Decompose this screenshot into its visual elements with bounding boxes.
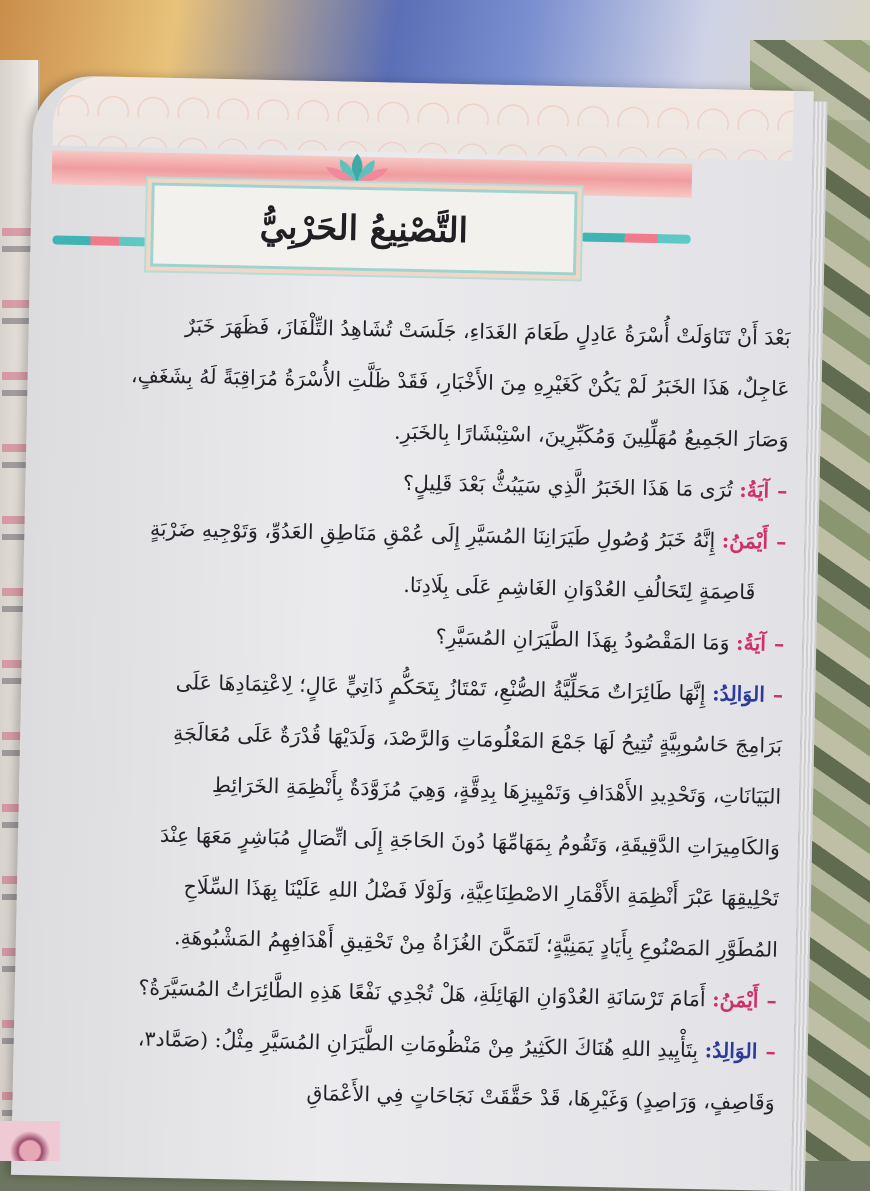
header-pattern	[53, 75, 794, 160]
line-text: وَصَارَ الجَمِيعُ مُهَلِّلِينَ وَمُكَبِّرِينَ، اسْتِبْشَارًا بِالخَبَرِ.	[393, 419, 789, 452]
dialogue-dash: –	[773, 631, 785, 656]
speaker-name: الوَالِدُ:	[704, 1038, 758, 1064]
line-text: تُرَى مَا هَذَا الخَبَرُ الَّذِي سَيَبُثُّ بَعْدَ قَلِيلٍ؟	[402, 470, 733, 502]
fabric-corner	[0, 1121, 60, 1161]
dialogue-dash: –	[765, 1039, 776, 1064]
line-text: بَرَامِجَ حَاسُوبِيَّةٍ تُتِيحُ لَهَا جَمْعَ المَعْلُومَاتِ وَالرَّصْدَ، وَلَدَيْهَا قُدْرَةٌ عَلَى مُعَالَجَةِ	[172, 721, 783, 758]
dialogue-dash: –	[772, 682, 784, 707]
line-text: إِنَّهَا طَائِرَاتٌ مَحَلِّيَّةُ الصُّنْعِ، تَمْتَازُ بِتَحَكُّمٍ ذَاتِيٍّ عَالٍ؛ لِاعْتِمَادِهَا عَلَى	[175, 670, 706, 706]
speaker-name: آيَةُ:	[738, 477, 770, 503]
line-text: وَمَا المَقْصُودُ بِهَذَا الطَّيَرَانِ المُسَيَّرِ؟	[435, 624, 730, 655]
dialogue-dash: –	[776, 478, 788, 503]
line-text: أَمَامَ تَرْسَانَةِ العُدْوَانِ الهَائِلَةِ، هَلْ تُجْدِي نَفْعًا هَذِهِ الطَّائِرَاتُ المُسَيَّرَةُ؟	[138, 975, 706, 1012]
line-text: إِنَّهُ خَبَرُ وُصُولِ طَيَرَانِنَا المُسَيَّرِ إِلَى عُمْقِ مَنَاطِقِ العَدُوِّ، وَتَوْجِيهِ ضَرْبَةٍ	[149, 516, 716, 553]
line-text: وَالكَامِيرَاتِ الدَّقِيقَةِ، وَتَقُومُ بِمَهَامِّهَا دُونَ الحَاجَةِ إِلَى اتِّصَالٍ مُبَاشِرٍ مَعَهَا عِنْدَ	[159, 822, 781, 860]
lotus-ornament-icon	[322, 151, 393, 186]
line-text: قَاصِمَةٍ لِتَحَالُفِ العُدْوَانِ الغَاشِمِ عَلَى بِلَادِنَا.	[403, 572, 756, 605]
speaker-name: آيَةُ:	[735, 630, 767, 656]
dialogue-dash: –	[766, 988, 778, 1013]
line-text: وَقَاصِفٍ، وَرَاصِدٍ) وَغَيْرِهَا، قَدْ حَقَّقَتْ نَجَاحَاتٍ فِي الأَعْمَاقِ	[306, 1080, 775, 1115]
decorative-stripe-left	[52, 235, 147, 246]
lesson-text	[26, 297, 791, 1128]
lesson-title: التَّصْنِيعُ الحَرْبِيُّ	[259, 206, 469, 252]
line-text: عَاجِلٌ، هَذَا الخَبَرُ لَمْ يَكُنْ كَغَيْرِهِ مِنَ الأَخْبَارِ، فَقَدْ ظَلَّتِ الأُسْرَةُ مُرَاقِبَةً لَهُ بِشَغَفٍ،	[130, 363, 790, 401]
line-text: بِتَأْيِيدِ اللهِ هُنَاكَ الكَثِيرُ مِنْ مَنْظُومَاتِ الطَّيَرَانِ المُسَيَّرِ مِثْلُ: (صَمَّاد٣،	[137, 1026, 699, 1063]
speaker-name: أَيْمَنُ:	[721, 528, 769, 554]
decorative-stripe-right	[581, 232, 691, 243]
dialogue-dash: –	[775, 529, 787, 554]
line-text: تَحْلِيقِهَا عَبْرَ أَنْظِمَةِ الأَقْمَارِ الاصْطِنَاعِيَّةِ، وَلَوْلَا فَضْلُ اللهِ عَلَيْنَا بِهَذَا السِّلَاحِ	[183, 874, 780, 911]
speaker-name: أَيْمَنُ:	[711, 987, 759, 1013]
line-text: بَعْدَ أَنْ تَنَاوَلَتْ أُسْرَةُ عَادِلٍ طَعَامَ الغَدَاءِ، جَلَسَتْ تُشَاهِدُ التِّلْفَازَ، فَظَهَرَ خَبَرٌ	[184, 313, 791, 350]
title-frame	[150, 182, 578, 275]
line-text: البَيَانَاتِ، وَتَحْدِيدِ الأَهْدَافِ وَتَمْيِيزِهَا بِدِقَّةٍ، وَهِيَ مُزَوَّدَةٌ بِأَنْظِمَةِ الخَرَائِطِ	[211, 772, 782, 809]
book-page	[11, 75, 814, 1191]
line-text: المُطَوَّرِ المَصْنُوعِ بِأَيَادٍ يَمَنِيَّةٍ؛ لَتَمَكَّنَ الغُزَاةُ مِنْ تَحْقِيقِ أَهْدَافِهِمُ المَشْبُوهَةِ.	[173, 925, 779, 962]
speaker-name: الوَالِدُ:	[711, 681, 766, 707]
